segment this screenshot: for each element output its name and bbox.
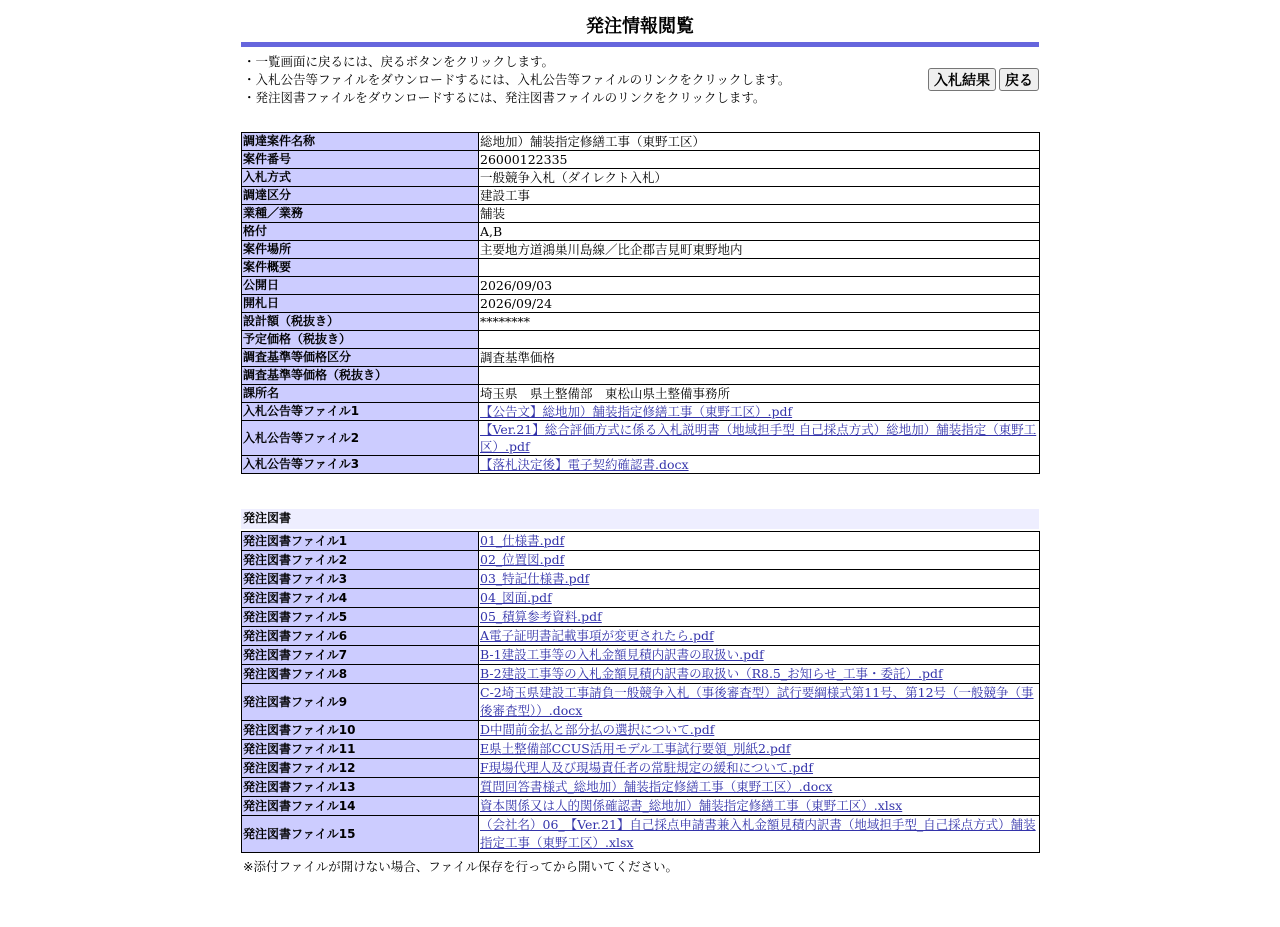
info-row: [242, 295, 1040, 313]
info-row: [242, 456, 1040, 474]
file-link[interactable]: 02_位置図.pdf: [480, 552, 565, 567]
doc-row: [242, 778, 1040, 797]
field-value: [479, 816, 1040, 853]
field-value: [479, 456, 1040, 474]
field-label: 調達区分: [242, 187, 479, 205]
field-label: 発注図書ファイル5: [242, 608, 479, 627]
field-label: 発注図書ファイル3: [242, 570, 479, 589]
field-value: [479, 684, 1040, 721]
field-value: [479, 721, 1040, 740]
file-link[interactable]: D中間前金払と部分払の選択について.pdf: [480, 722, 715, 737]
title-divider: [241, 42, 1039, 47]
info-row: [242, 313, 1040, 331]
field-value: [479, 797, 1040, 816]
file-link[interactable]: B-1建設工事等の入札金額見積内訳書の取扱い.pdf: [480, 647, 764, 662]
field-label: 発注図書ファイル2: [242, 551, 479, 570]
help-item: ・一覧画面に戻るには、戻るボタンをクリックします。: [243, 54, 555, 69]
field-label: 発注図書ファイル7: [242, 646, 479, 665]
field-label: 発注図書ファイル13: [242, 778, 479, 797]
field-value: 一般競争入札（ダイレクト入札）: [479, 169, 1040, 187]
field-label: 課所名: [242, 385, 479, 403]
info-row: [242, 169, 1040, 187]
file-link[interactable]: F現場代理人及び現場責任者の常駐規定の緩和について.pdf: [480, 760, 814, 775]
doc-row: [242, 721, 1040, 740]
field-value: 調査基準価格: [479, 349, 1040, 367]
help-section: [241, 53, 1039, 113]
field-label: 設計額（税抜き）: [242, 313, 479, 331]
field-value: [479, 331, 1040, 349]
field-value: [479, 759, 1040, 778]
info-row: [242, 187, 1040, 205]
field-label: 格付: [242, 223, 479, 241]
doc-row: [242, 816, 1040, 853]
info-row: [242, 367, 1040, 385]
field-label: 案件概要: [242, 259, 479, 277]
field-value: 2026/09/03: [479, 277, 1040, 295]
info-row: [242, 385, 1040, 403]
field-label: 入札公告等ファイル3: [242, 456, 479, 474]
file-link[interactable]: E県土整備部CCUS活用モデル工事試行要領_別紙2.pdf: [480, 741, 791, 756]
docs-heading: 発注図書: [241, 509, 1039, 529]
info-row: [242, 205, 1040, 223]
action-buttons: [928, 68, 1039, 91]
info-row: [242, 331, 1040, 349]
file-link[interactable]: 質問回答書様式_総地加）舗装指定修繕工事（東野工区）.docx: [480, 779, 833, 794]
field-value: [479, 367, 1040, 385]
info-row: [242, 241, 1040, 259]
field-value: 2026/09/24: [479, 295, 1040, 313]
field-value: A,B: [479, 223, 1040, 241]
file-link[interactable]: 【Ver.21】総合評価方式に係る入札説明書（地域担手型 自己採点方式）総地加）舗装指定（東野工区）.pdf: [480, 422, 1037, 454]
field-value: [479, 589, 1040, 608]
file-link[interactable]: 資本関係又は人的関係確認書_総地加）舗装指定修繕工事（東野工区）.xlsx: [480, 798, 903, 813]
file-link[interactable]: （会社名）06_【Ver.21】自己採点申請書兼入札金額見積内訳書（地域担手型_自己採点方式）舗装指定工事（東野工区）.xlsx: [480, 817, 1036, 850]
field-value: [479, 403, 1040, 421]
field-value: [479, 532, 1040, 551]
field-label: 発注図書ファイル10: [242, 721, 479, 740]
field-label: 発注図書ファイル6: [242, 627, 479, 646]
file-link[interactable]: 【落札決定後】電子契約確認書.docx: [480, 457, 689, 472]
field-label: 発注図書ファイル9: [242, 684, 479, 721]
info-row: [242, 277, 1040, 295]
doc-row: [242, 627, 1040, 646]
back-button[interactable]: 戻る: [999, 68, 1039, 91]
doc-row: [242, 608, 1040, 627]
page-title: 発注情報閲覧: [586, 16, 694, 37]
info-row: [242, 349, 1040, 367]
field-label: 入札公告等ファイル1: [242, 403, 479, 421]
field-value: [479, 665, 1040, 684]
field-label: 発注図書ファイル12: [242, 759, 479, 778]
field-value: [479, 778, 1040, 797]
info-row: [242, 133, 1040, 151]
field-label: 予定価格（税抜き）: [242, 331, 479, 349]
field-value: [479, 646, 1040, 665]
field-value: 主要地方道鴻巣川島線／比企郡吉見町東野地内: [479, 241, 1040, 259]
doc-row: [242, 665, 1040, 684]
field-value: 26000122335: [479, 151, 1040, 169]
field-value: ********: [479, 313, 1040, 331]
doc-row: [242, 646, 1040, 665]
info-row: [242, 421, 1040, 456]
docs-table: [241, 531, 1040, 853]
field-label: 入札公告等ファイル2: [242, 421, 479, 456]
field-value: [479, 570, 1040, 589]
doc-row: [242, 589, 1040, 608]
footer-note: ※添付ファイルが開けない場合、ファイル保存を行ってから開いてください。: [243, 859, 678, 874]
info-row: [242, 259, 1040, 277]
field-label: 案件番号: [242, 151, 479, 169]
field-label: 発注図書ファイル15: [242, 816, 479, 853]
field-label: 調査基準等価格（税抜き）: [242, 367, 479, 385]
file-link[interactable]: C-2埼玉県建設工事請負一般競争入札（事後審査型）試行要綱様式第11号、第12号（一般競争（事後審査型））.docx: [480, 685, 1034, 718]
field-value: [479, 551, 1040, 570]
field-value: [479, 259, 1040, 277]
field-label: 案件場所: [242, 241, 479, 259]
file-link[interactable]: 04_図面.pdf: [480, 590, 552, 605]
doc-row: [242, 551, 1040, 570]
field-label: 調査基準等価格区分: [242, 349, 479, 367]
field-value: [479, 740, 1040, 759]
case-info-table: [241, 132, 1040, 474]
field-value: 総地加）舗装指定修繕工事（東野工区）: [479, 133, 1040, 151]
field-label: 発注図書ファイル8: [242, 665, 479, 684]
file-link[interactable]: 05_積算参考資料.pdf: [480, 609, 602, 624]
file-link[interactable]: 03_特記仕様書.pdf: [480, 571, 590, 586]
help-list: [241, 53, 1039, 107]
doc-row: [242, 532, 1040, 551]
field-value: 舗装: [479, 205, 1040, 223]
field-label: 発注図書ファイル11: [242, 740, 479, 759]
info-row: [242, 403, 1040, 421]
page-container: [241, 0, 1039, 875]
help-item: ・入札公告等ファイルをダウンロードするには、入札公告等ファイルのリンクをクリックします。: [243, 72, 791, 87]
field-label: 公開日: [242, 277, 479, 295]
file-link[interactable]: A電子証明書記載事項が変更されたら.pdf: [480, 628, 714, 643]
field-value: [479, 627, 1040, 646]
doc-row: [242, 759, 1040, 778]
help-item: ・発注図書ファイルをダウンロードするには、発注図書ファイルのリンクをクリックします。: [243, 90, 766, 105]
doc-row: [242, 797, 1040, 816]
file-link[interactable]: 【公告文】総地加）舗装指定修繕工事（東野工区）.pdf: [480, 404, 793, 419]
field-label: 発注図書ファイル14: [242, 797, 479, 816]
field-value: [479, 608, 1040, 627]
field-label: 開札日: [242, 295, 479, 313]
bid-result-button[interactable]: 入札結果: [928, 68, 996, 91]
file-link[interactable]: B-2建設工事等の入札金額見積内訳書の取扱い（R8.5_お知らせ_工事・委託）.pdf: [480, 666, 943, 681]
doc-row: [242, 570, 1040, 589]
field-label: 発注図書ファイル4: [242, 589, 479, 608]
field-label: 発注図書ファイル1: [242, 532, 479, 551]
field-value: [479, 421, 1040, 456]
field-label: 調達案件名称: [242, 133, 479, 151]
field-label: 業種／業務: [242, 205, 479, 223]
doc-row: [242, 740, 1040, 759]
field-value: 建設工事: [479, 187, 1040, 205]
info-row: [242, 151, 1040, 169]
field-value: 埼玉県 県土整備部 東松山県土整備事務所: [479, 385, 1040, 403]
info-row: [242, 223, 1040, 241]
field-label: 入札方式: [242, 169, 479, 187]
doc-row: [242, 684, 1040, 721]
file-link[interactable]: 01_仕様書.pdf: [480, 533, 565, 548]
